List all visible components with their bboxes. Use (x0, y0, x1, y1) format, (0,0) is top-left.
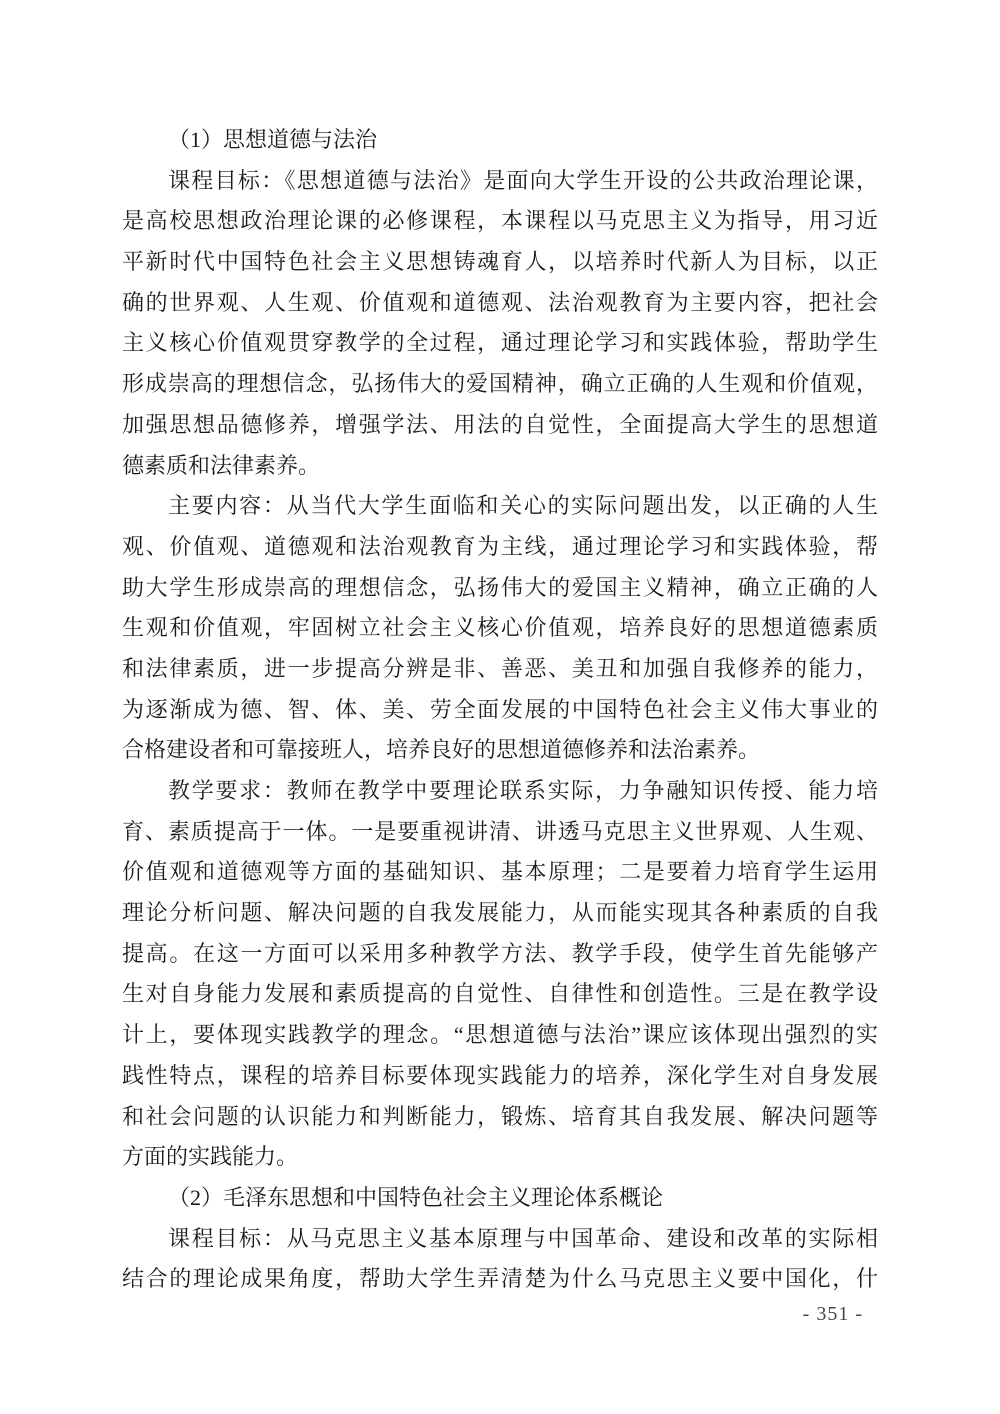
text-line: 德素质和法律素养。 (122, 452, 321, 478)
text-line: 平新时代中国特色社会主义思想铸魂育人，以培养时代新人为目标，以正 (122, 249, 878, 275)
text-line: 课程目标：《思想道德与法治》是面向大学生开设的公共政治理论课， (168, 167, 878, 193)
text-line: （2）毛泽东思想和中国特色社会主义理论体系概论 (168, 1184, 664, 1210)
text-line: 提高。在这一方面可以采用多种教学方法、教学手段，使学生首先能够产 (122, 940, 878, 966)
text-line: 理论分析问题、解决问题的自我发展能力，从而能实现其各种素质的自我 (122, 900, 878, 926)
text-line: 形成崇高的理想信念，弘扬伟大的爱国精神，确立正确的人生观和价值观， (122, 371, 878, 397)
text-line: 主要内容：从当代大学生面临和关心的实际问题出发，以正确的人生 (168, 493, 878, 519)
text-line: 结合的理论成果角度，帮助大学生弄清楚为什么马克思主义要中国化，什 (122, 1266, 878, 1292)
text-line: 生对自身能力发展和素质提高的自觉性、自律性和创造性。三是在教学设 (122, 981, 878, 1007)
text-line: 生观和价值观，牢固树立社会主义核心价值观，培养良好的思想道德素质 (122, 615, 878, 641)
text-line: 育、素质提高于一体。一是要重视讲清、讲透马克思主义世界观、人生观、 (122, 818, 878, 844)
page-number: - 351 - (802, 1303, 863, 1325)
text-line: 教学要求：教师在教学中要理论联系实际，力争融知识传授、能力培 (168, 778, 878, 803)
text-line: 践性特点，课程的培养目标要体现实践能力的培养，深化学生对自身发展 (122, 1062, 878, 1088)
text-line: 方面的实践能力。 (122, 1144, 299, 1170)
text-line: 助大学生形成崇高的理想信念，弘扬伟大的爱国主义精神，确立正确的人 (122, 574, 878, 600)
text-line: 主义核心价值观贯穿教学的全过程，通过理论学习和实践体验，帮助学生 (122, 330, 878, 356)
text-line: 价值观和道德观等方面的基础知识、基本原理；二是要着力培育学生运用 (122, 859, 878, 885)
text-line: 为逐渐成为德、智、体、美、劳全面发展的中国特色社会主义伟大事业的 (122, 696, 878, 722)
document-body (122, 120, 878, 1300)
text-line: 和法律素质，进一步提高分辨是非、善恶、美丑和加强自我修养的能力， (122, 655, 878, 681)
text-line: 和社会问题的认识能力和判断能力，锻炼、培育其自我发展、解决问题等 (122, 1103, 878, 1129)
text-line: 课程目标：从马克思主义基本原理与中国革命、建设和改革的实际相 (168, 1225, 878, 1251)
text-line: 加强思想品德修养，增强学法、用法的自觉性，全面提高大学生的思想道 (122, 411, 878, 437)
text-line: 是高校思想政治理论课的必修课程，本课程以马克思主义为指导，用习近 (122, 208, 878, 234)
text-line: 计上，要体现实践教学的理念。“思想道德与法治”课应该体现出强烈的实 (122, 1022, 878, 1048)
text-line: （1）思想道德与法治 (168, 127, 378, 152)
text-line: 观、价值观、道德观和法治观教育为主线，通过理论学习和实践体验，帮 (122, 533, 878, 559)
text-line: 确的世界观、人生观、价值观和道德观、法治观教育为主要内容，把社会 (122, 289, 878, 315)
text-line: 合格建设者和可靠接班人，培养良好的思想道德修养和法治素养。 (122, 737, 761, 763)
